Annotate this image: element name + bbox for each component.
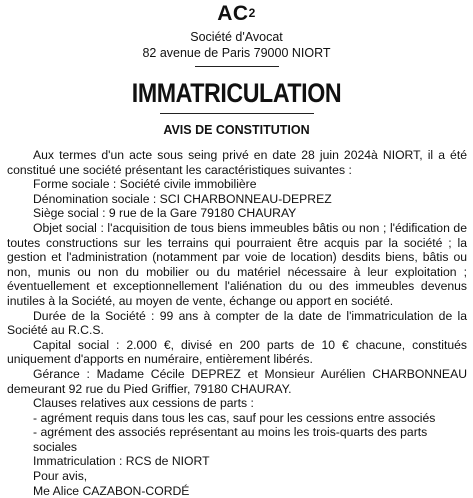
- denomination-sociale: Dénomination sociale : SCI CHARBONNEAU-DEPREZ: [33, 191, 332, 206]
- firm-name: Société d'Avocat: [190, 30, 283, 44]
- siege-social: Siège social : 9 rue de la Gare 79180 CHAURAY: [33, 206, 297, 221]
- intro-paragraph: Aux termes d'un acte sous seing privé en date 28 juin 2024à NIORT, il a été constitué une société présentant les caractéristiques suivantes :: [7, 148, 467, 177]
- notice-title: IMMATRICULATION: [131, 78, 342, 108]
- notice-body: [7, 148, 467, 498]
- notice-subtitle: AVIS DE CONSTITUTION: [163, 123, 310, 137]
- clause-item: - agrément des associés représentant au moins les trois-quarts des parts sociales: [33, 425, 428, 454]
- clauses-heading: Clauses relatives aux cessions de parts :: [33, 396, 254, 411]
- forme-sociale: Forme sociale : Société civile immobilière: [33, 177, 257, 192]
- firm-logo: [0, 2, 473, 26]
- duree-societe: Durée de la Société : 99 ans à compter de la date de l'immatriculation de la Société au R.C.S.: [7, 308, 467, 338]
- gerance: Gérance : Madame Cécile DEPREZ et Monsieur Aurélien CHARBONNEAU demeurant 92 rue du Pied Griffier, 79180 CHAURAY.: [7, 366, 467, 396]
- pour-avis: Pour avis,: [33, 469, 88, 484]
- signature: Me Alice CAZABON-CORDÉ: [33, 483, 190, 498]
- logo-text: AC: [217, 2, 249, 25]
- logo-superscript: 2: [248, 6, 256, 20]
- firm-address: 82 avenue de Paris 79000 NIORT: [142, 46, 331, 60]
- capital-social: Capital social : 2.000 €, divisé en 200 parts de 10 € chacune, constitués uniquement d'apports en numéraire, entièrement libérés.: [7, 337, 467, 367]
- divider-short: [195, 66, 279, 67]
- objet-social: Objet social : l'acquisition de tous biens immeubles bâtis ou non ; l'édification de toutes constructions sur les terrains qui pourraient être acquis par la société ; la gestion et l'administration (notamment par voie de location) desdits biens, bâtis ou non, munis ou non du mobilier ou du matériel nécessaire à leur exploitation ; éventuellement et exceptionnellement l'aliénation du ou des immeubles devenus inutiles à la Société, au moyen de vente, échange ou apport en société.: [7, 220, 467, 308]
- clause-item: - agrément requis dans tous les cas, sauf pour les cessions entre associés: [33, 410, 436, 425]
- immatriculation-rcs: Immatriculation : RCS de NIORT: [33, 454, 210, 469]
- divider-long: [160, 113, 314, 114]
